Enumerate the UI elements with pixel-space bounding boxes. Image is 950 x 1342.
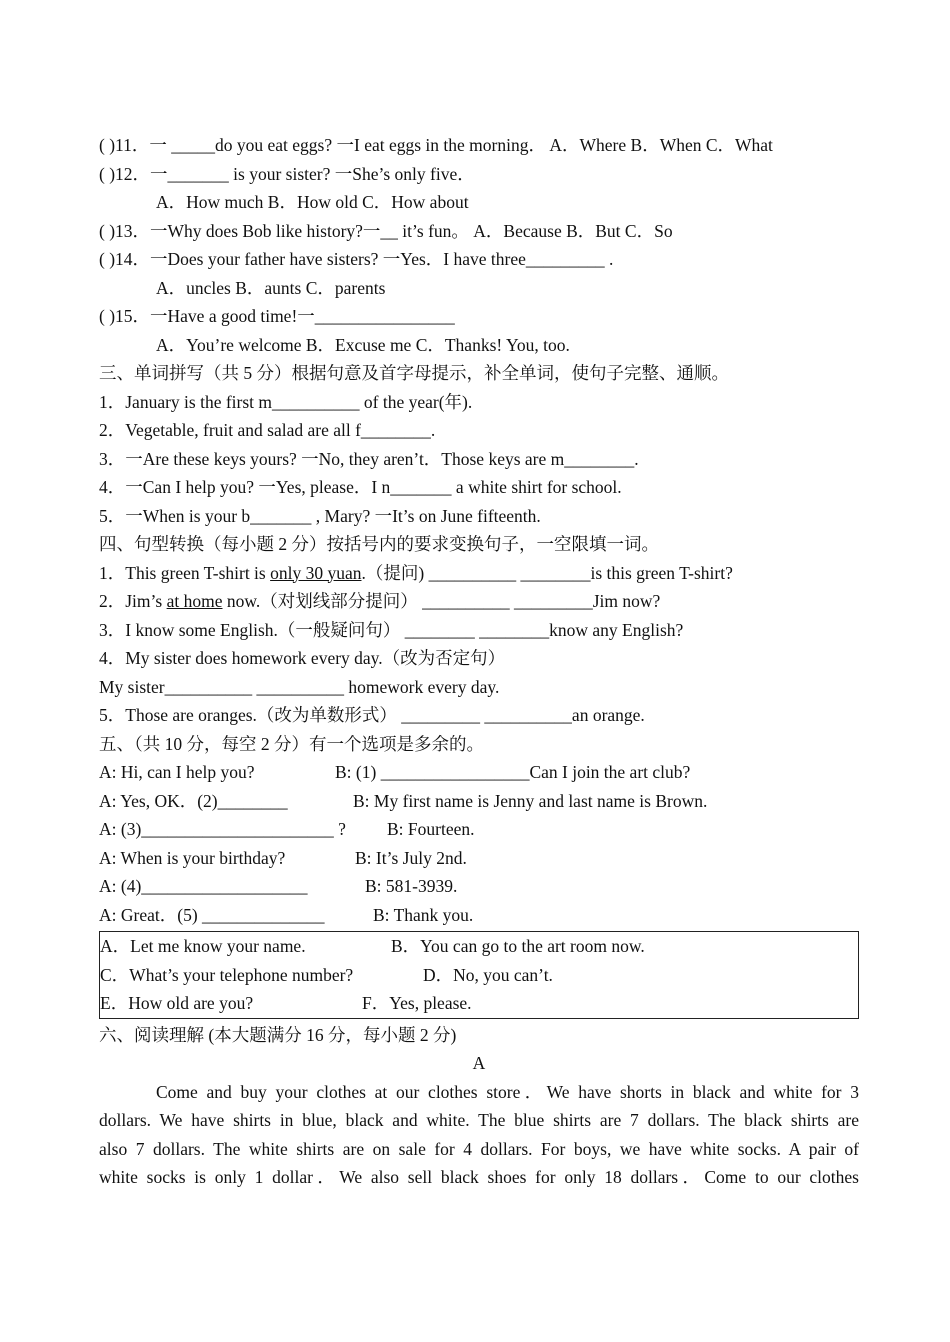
transform-item-1-underlined: only 30 yuan xyxy=(270,562,362,583)
transform-item-4: 4．My sister does homework every day.（改为否定句） xyxy=(99,648,506,668)
option-row xyxy=(100,989,858,1018)
dialog-line xyxy=(99,901,859,930)
question-11: ( )11．一 _____do you eat eggs? 一I eat eggs in the morning． A．Where B．When C．What xyxy=(99,135,773,155)
reading-passage xyxy=(99,1078,859,1192)
transform-item-1-end: .（提问) __________ ________is this green T-shirt? xyxy=(361,562,733,583)
dialog-speaker-b: B: (1) _________________Can I join the art club? xyxy=(335,762,691,782)
dialog-line xyxy=(99,872,859,901)
dialog-line xyxy=(99,787,859,816)
section-4-heading: 四、句型转换（每小题 2 分）按括号内的要求变换句子，一空限填一词。 xyxy=(99,534,659,554)
option-row xyxy=(100,961,858,990)
question-12-options: A．How much B．How old C．How about xyxy=(156,192,469,212)
dialog-speaker-a: A: Hi, can I help you? xyxy=(99,762,255,782)
question-15: ( )15．一Have a good time!一________________ xyxy=(99,306,455,326)
section-3-heading: 三、单词拼写（共 5 分）根据句意及首字母提示，补全单词，使句子完整、通顺。 xyxy=(99,363,729,383)
dialog-speaker-a: A: (3)______________________ ? xyxy=(99,819,346,839)
exam-content xyxy=(99,131,859,1192)
transform-item-5: 5．Those are oranges.（改为单数形式） _________ __________an orange. xyxy=(99,705,645,725)
dialog-speaker-b: B: Fourteen. xyxy=(387,819,475,839)
option-row xyxy=(100,932,858,961)
transform-item-2 xyxy=(99,587,859,616)
spelling-item-4: 4．一Can I help you? 一Yes, please．I n_______ a white shirt for school. xyxy=(99,477,622,497)
passage-line: Come and buy your clothes at our clothes store．We have shorts in black and white for 3 xyxy=(156,1081,859,1102)
transform-item-1 xyxy=(99,559,859,588)
transform-item-1-start: 1．This green T-shirt is xyxy=(99,562,271,583)
option-right: D．No, you can’t. xyxy=(423,964,553,985)
option-right: F．Yes, please. xyxy=(362,993,472,1013)
passage-line: also 7 dollars. The white shirts are on sale for 4 dollars. For boys, we have white socks. A pair of xyxy=(99,1138,859,1159)
transform-item-2-start: 2．Jim’s xyxy=(99,591,167,611)
dialog-block xyxy=(99,758,859,929)
spelling-item-5: 5．一When is your b_______ , Mary? 一It’s on June fifteenth. xyxy=(99,505,541,526)
transform-item-4-answer: My sister__________ __________ homework every day. xyxy=(99,676,500,697)
question-14-options: A．uncles B．aunts C．parents xyxy=(156,277,386,298)
option-left: E．How old are you? xyxy=(100,993,254,1013)
dialog-speaker-b: B: My first name is Jenny and last name is Brown. xyxy=(353,790,708,811)
option-right: B．You can go to the art room now. xyxy=(391,936,645,956)
transform-item-2-underlined: at home xyxy=(166,591,223,611)
option-left: A．Let me know your name. xyxy=(100,936,306,956)
passage-label: A xyxy=(472,1053,486,1073)
dialog-line xyxy=(99,815,859,844)
question-13: ( )13．一Why does Bob like history?一__ it’s fun。 A．Because B．But C．So xyxy=(99,220,673,241)
dialog-line xyxy=(99,758,859,787)
dialog-speaker-a: A: When is your birthday? xyxy=(99,847,286,868)
dialog-speaker-a: A: Yes, OK．(2)________ xyxy=(99,790,288,811)
question-14: ( )14．一Does your father have sisters? 一Yes．I have three_________ . xyxy=(99,249,614,269)
spelling-item-3: 3．一Are these keys yours? 一No, they aren’t．Those keys are m________. xyxy=(99,448,639,469)
dialog-speaker-a: A: Great．(5) ______________ xyxy=(99,904,325,925)
section-6-heading: 六、阅读理解 (本大题满分 16 分，每小题 2 分) xyxy=(99,1024,457,1045)
transform-item-3: 3．I know some English.（一般疑问句） ________ ________know any English? xyxy=(99,619,684,640)
dialog-speaker-b: B: 581-3939. xyxy=(365,876,458,896)
dialog-speaker-b: B: It’s July 2nd. xyxy=(355,847,467,868)
option-left: C．What’s your telephone number? xyxy=(100,964,354,985)
options-box xyxy=(99,931,859,1019)
spelling-item-2: 2．Vegetable, fruit and salad are all f________. xyxy=(99,420,436,440)
question-12: ( )12．一_______ is your sister? 一She’s only five． xyxy=(99,163,475,184)
passage-line: white socks is only 1 dollar．We also sell black shoes for only 18 dollars．Come to our clothes xyxy=(99,1167,859,1187)
passage-line: dollars. We have shirts in blue, black and white. The blue shirts are 7 dollars. The black shirts are xyxy=(99,1110,859,1130)
section-5-heading: 五、（共 10 分，每空 2 分）有一个选项是多余的。 xyxy=(99,733,484,754)
dialog-line xyxy=(99,844,859,873)
spelling-item-1: 1．January is the first m__________ of the year(年). xyxy=(99,391,473,412)
dialog-speaker-b: B: Thank you. xyxy=(373,904,474,925)
question-15-options: A．You’re welcome B．Excuse me C．Thanks! You, too. xyxy=(156,334,570,355)
dialog-speaker-a: A: (4)___________________ xyxy=(99,876,308,896)
transform-item-2-end: now.（对划线部分提问） __________ _________Jim now? xyxy=(222,591,661,611)
